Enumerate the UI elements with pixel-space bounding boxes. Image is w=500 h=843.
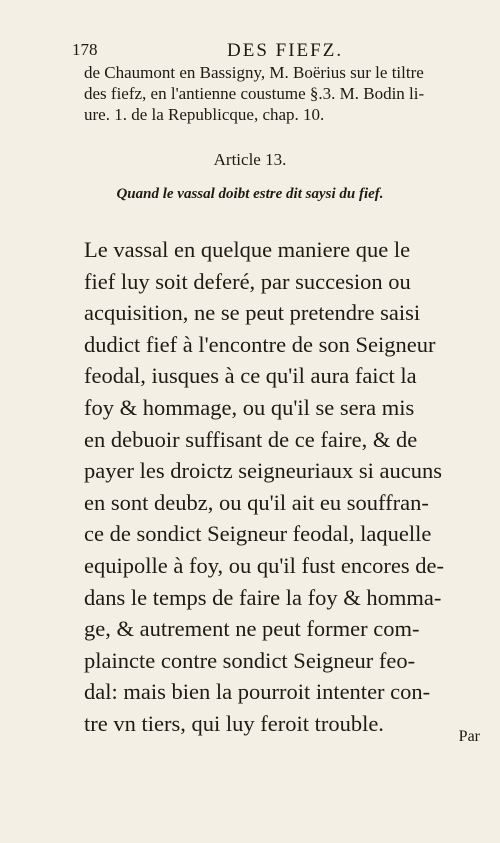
body-line: fief luy soit deferé, par succesion ou (84, 268, 411, 294)
body-line: dans le temps de faire la foy & homma- (84, 584, 442, 610)
catchword: Par (458, 728, 480, 745)
body-line: feodal, iusques à ce qu'il aura faict la (84, 363, 417, 389)
article-rubric: Quand le vassal doibt estre dit saysi du fief. (116, 186, 384, 202)
body-line: en sont deubz, ou qu'il ait eu souffran- (84, 489, 429, 515)
body-line: ge, & autrement ne peut former com- (84, 616, 420, 642)
page-number: 178 (72, 40, 98, 59)
intro-line: de Chaumont en Bassigny, M. Boërius sur le tiltre (84, 63, 424, 82)
running-title: DES FIEFZ. (227, 40, 344, 61)
body-line: dal: mais bien la pourroit intenter con- (84, 679, 431, 705)
intro-paragraph (84, 62, 482, 125)
body-line: en debuoir suffisant de ce faire, & de (84, 426, 418, 452)
article-heading: Article 13. (213, 150, 287, 169)
page-header (72, 40, 480, 64)
body-line: payer les droictz seigneuriaux si aucuns (84, 458, 443, 484)
body-line: dudict fief à l'encontre de son Seigneur (84, 331, 436, 357)
intro-line: ure. 1. de la Republicque, chap. 10. (84, 105, 325, 124)
body-line: acquisition, ne se peut pretendre saisi (84, 300, 421, 326)
body-line: equipolle à foy, ou qu'il fust encores de- (84, 552, 444, 578)
body-line: foy & hommage, ou qu'il se sera mis (84, 394, 415, 420)
body-line: Le vassal en quelque maniere que le (84, 237, 411, 262)
article-body (84, 234, 484, 740)
intro-line: des fiefz, en l'antienne coustume §.3. M. Bodin li- (84, 84, 425, 103)
body-line: plaincte contre sondict Seigneur feo- (84, 647, 416, 673)
body-line: tre vn tiers, qui luy feroit trouble. (84, 710, 384, 736)
body-line: ce de sondict Seigneur feodal, laquelle (84, 521, 432, 547)
